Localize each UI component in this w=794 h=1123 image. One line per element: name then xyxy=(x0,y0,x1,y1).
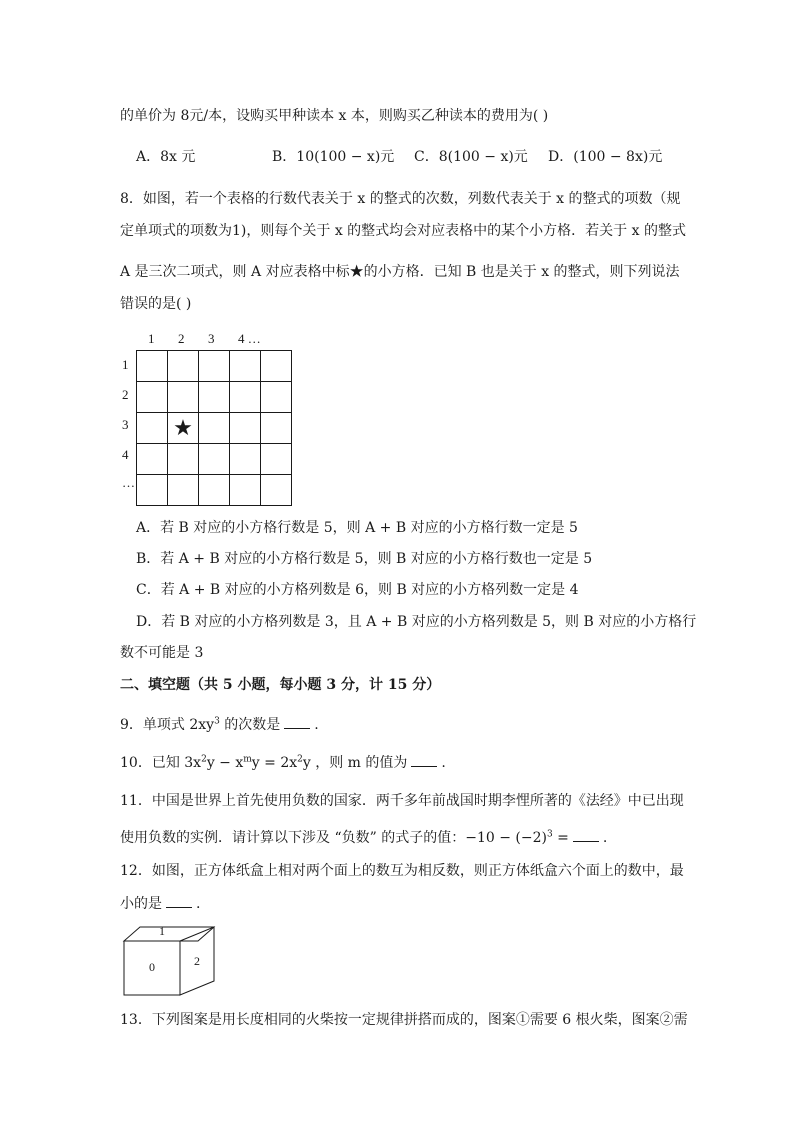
q10-mid-2: y = 2x xyxy=(251,755,298,771)
q8-stem-line-1: 8．如图，若一个表格的行数代表关于 x 的整式的次数，列数代表关于 x 的整式的项数（规 xyxy=(120,191,681,207)
q12-end: . xyxy=(196,896,201,912)
q7-option-a-letter: A． xyxy=(136,149,161,165)
grid-row-label-2: 2 xyxy=(122,387,129,402)
grid-col-label-3: 3 xyxy=(208,331,215,346)
cube-figure xyxy=(122,925,222,997)
q7-option-c-letter: C． xyxy=(414,149,439,165)
q8-option-b: B．若 A + B 对应的小方格行数是 5，则 B 对应的小方格行数也一定是 5 xyxy=(136,551,593,567)
q10-answer-blank[interactable] xyxy=(411,752,437,767)
q7-option-b xyxy=(272,147,394,167)
q13-stem-line-1: 13．下列图案是用长度相同的火柴按一定规律拼搭而成的，图案①需要 6 根火柴，图案②需 xyxy=(120,1012,688,1028)
grid-col-label-1: 1 xyxy=(148,331,155,346)
q11-line-2-post: = xyxy=(552,830,569,846)
q7-option-d-text: (100 − 8x)元 xyxy=(573,149,663,165)
grid-row-label-4: 4 xyxy=(122,447,129,462)
q10-exp-2: m xyxy=(243,754,252,765)
grid-col-label-2: 2 xyxy=(178,331,185,346)
cube-side-number: 2 xyxy=(194,954,200,968)
grid-row-label-5: … xyxy=(122,475,135,490)
cube-front-number: 0 xyxy=(149,960,155,974)
star-icon: ★ xyxy=(168,413,199,444)
q10-end: . xyxy=(441,755,446,771)
grid-row-label-1: 1 xyxy=(122,357,129,372)
q11-stem-line-1: 11．中国是世界上首先使用负数的国家．两千多年前战国时期李悝所著的《法经》中已出现 xyxy=(120,793,684,809)
q9-post: 的次数是 xyxy=(219,717,281,733)
q10-stem xyxy=(120,752,446,773)
q11-line-2-pre: 使用负数的实例．请计算以下涉及 “负数” 的式子的值：−10 − (−2) xyxy=(120,830,547,846)
q8-stem-line-4: 错误的是( ) xyxy=(120,296,192,312)
grid-col-label-4: 4 … xyxy=(238,331,261,346)
q7-option-b-letter: B． xyxy=(272,149,297,165)
section-fill-in-title: 二、填空题（共 5 小题，每小题 3 分，计 15 分） xyxy=(120,677,441,693)
q7-option-c xyxy=(414,147,528,167)
q12-answer-blank[interactable] xyxy=(166,893,192,908)
q10-pre: 10．已知 3x xyxy=(120,755,202,771)
cube-top-number: 1 xyxy=(159,924,165,938)
q9-end: . xyxy=(314,717,319,733)
q7-option-c-text: 8(100 − x)元 xyxy=(438,149,528,165)
q12-line-2-text: 小的是 xyxy=(120,896,162,912)
q10-exp-3: 2 xyxy=(297,754,303,765)
q7-option-a xyxy=(136,147,195,167)
q8-stem-line-3: A 是三次二项式，则 A 对应表格中标★的小方格．已知 B 也是关于 x 的整式，则下列说法 xyxy=(120,264,680,280)
q7-option-a-text: 8x 元 xyxy=(160,149,196,165)
q11-exponent: 3 xyxy=(546,829,553,840)
q10-mid: y − x xyxy=(206,755,244,771)
degree-term-grid xyxy=(136,350,292,506)
q8-option-c: C．若 A + B 对应的小方格列数是 6，则 B 对应的小方格列数一定是 4 xyxy=(136,582,579,598)
q8-option-d: D．若 B 对应的小方格列数是 3，且 A + B 对应的小方格列数是 5，则 B 对应的小方格行 xyxy=(136,614,697,630)
q11-end: . xyxy=(602,830,608,846)
q9-answer-blank[interactable] xyxy=(284,714,310,729)
q7-option-b-text: 10(100 − x)元 xyxy=(296,149,395,165)
q8-stem-line-2: 定单项式的项数为1)，则每个关于 x 的整式均会对应表格中的某个小方格．若关于 x 的整式 xyxy=(120,223,686,239)
q7-option-d-letter: D． xyxy=(548,149,574,165)
cube-top-face xyxy=(124,927,214,941)
q10-post: y ，则 m 的值为 xyxy=(302,755,408,771)
q7-stem-line: 的单价为 8元/本，设购买甲种读本 x 本，则购买乙种读本的费用为( ) xyxy=(120,108,549,124)
grid-row-label-3: 3 xyxy=(122,417,129,432)
q9-exponent: 3 xyxy=(214,716,220,727)
q10-exp-1: 2 xyxy=(201,754,207,765)
q11-answer-blank[interactable] xyxy=(573,827,599,842)
q8-option-a: A．若 B 对应的小方格行数是 5，则 A + B 对应的小方格行数一定是 5 xyxy=(136,520,578,536)
q12-stem-line-1: 12．如图，正方体纸盒上相对两个面上的数互为相反数，则正方体纸盒六个面上的数中，最 xyxy=(120,863,684,879)
q9-pre: 9．单项式 2xy xyxy=(120,717,215,733)
q8-option-d-continued: 数不可能是 3 xyxy=(120,645,204,661)
q9-stem xyxy=(120,714,319,735)
q12-stem-line-2 xyxy=(120,893,200,914)
q7-option-d xyxy=(548,147,662,167)
q11-stem-line-2 xyxy=(120,827,607,848)
